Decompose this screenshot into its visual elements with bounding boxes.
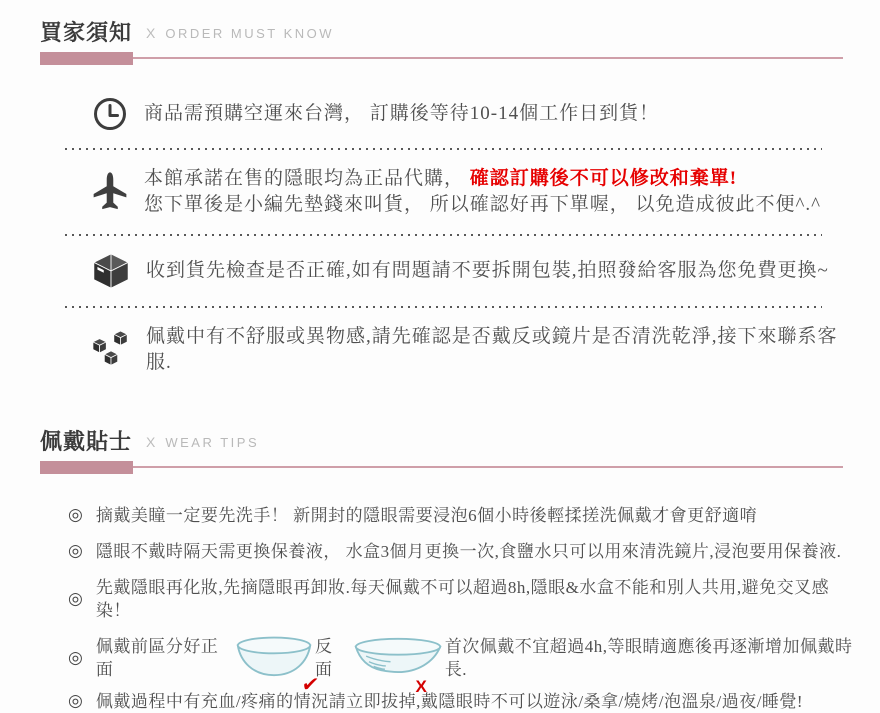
accent-bar-line: [133, 466, 843, 468]
cubes-icon: [92, 330, 130, 370]
buyer-notice-separator: X: [146, 25, 156, 41]
tip-text: 隱眼不戴時隔天需更換保養液， 水盒3個月更換一次,食鹽水只可以用來清洗鏡片,浸泡要用保養液.: [95, 542, 842, 561]
notice-line-1-warning: 確認訂購後不可以修改和棄單!: [469, 168, 738, 189]
buyer-notice-list: [0, 87, 880, 385]
wear-tips-title: 佩戴貼士: [40, 429, 133, 454]
wear-tips-header: [40, 429, 843, 474]
bullseye-bullet-icon: ◎: [68, 541, 83, 561]
lens-front-image: [235, 634, 321, 696]
notice-text: 商品需預購空運來台灣， 訂購後等待10-14個工作日到貨！: [144, 103, 660, 124]
buyer-notice-title-row: [40, 20, 843, 46]
tip-text: 佩戴過程中有充血/疼痛的情況請立即拔掉,戴隱眼時不可以遊泳/桑拿/燒烤/泡溫泉/過夜/睡覺!: [95, 692, 804, 711]
bullseye-bullet-icon: ◎: [68, 505, 83, 525]
tip-text: 先戴隱眼再化妝,先摘隱眼再卸妝.每天佩戴不可以超過8h,隱眼&水盒不能和別人共用,避免交叉感染！: [95, 578, 830, 620]
tip-row-orientation: [68, 635, 860, 696]
buyer-notice-title: 買家須知: [40, 20, 133, 45]
check-icon: ✔: [300, 672, 321, 696]
notice-line-1-normal: 本館承諾在售的隱眼均為正品代購，: [144, 168, 470, 189]
bullseye-bullet-icon: ◎: [68, 691, 83, 711]
buyer-notice-header: [40, 0, 843, 65]
notice-text: 收到貨先檢查是否正確,如有問題請不要拆開包裝,拍照發給客服為您免費更換~: [146, 260, 829, 281]
notice-item-discomfort: [0, 315, 880, 385]
tip-text-front-label: 佩戴前區分好正面: [95, 637, 219, 679]
wear-tips-section: [0, 429, 880, 713]
tip-row-solution: [68, 540, 860, 563]
accent-bar-line: [133, 57, 843, 59]
wear-tips-subtitle: WEAR TIPS: [165, 434, 260, 450]
wear-tips-separator: X: [146, 434, 156, 450]
dotted-divider: [65, 234, 822, 236]
dotted-divider: [65, 148, 822, 150]
notice-text-multiline: [144, 166, 821, 218]
accent-bar-thick: [40, 52, 133, 65]
bullseye-bullet-icon: ◎: [68, 647, 83, 668]
wear-tips-accent-bar: [40, 461, 843, 474]
dotted-divider: [65, 306, 822, 308]
notice-item-inspection: [0, 243, 880, 299]
cross-icon: X: [415, 676, 427, 696]
wear-tips-title-row: [40, 429, 843, 455]
clock-icon: [92, 96, 128, 132]
tip-text-rest: 首次佩戴不宜超過4h,等眼睛適應後再逐漸增加佩戴時長.: [444, 637, 853, 679]
wear-tips-list: [0, 504, 880, 713]
tip-text: 摘戴美瞳一定要先洗手！ 新開封的隱眼需要浸泡6個小時後輕揉搓洗佩戴才會更舒適唷: [95, 506, 758, 525]
notice-item-authenticity: [0, 157, 880, 227]
tip-text-back-label: 反面: [315, 637, 333, 679]
notice-line-2: 您下單後是小編先墊錢來叫貨， 所以確認好再下單喔， 以免造成彼此不便^.^: [144, 194, 822, 215]
tip-row-pain: [68, 690, 860, 713]
lens-back-image: [353, 636, 443, 696]
package-icon: [92, 252, 130, 290]
notice-text: 佩戴中有不舒服或異物感,請先確認是否戴反或鏡片是否清洗乾淨,接下來聯系客服.: [146, 326, 838, 373]
notice-line-1: [144, 166, 821, 192]
buyer-notice-accent-bar: [40, 52, 843, 65]
accent-bar-thick: [40, 461, 133, 474]
buyer-notice-subtitle: ORDER MUST KNOW: [165, 25, 335, 41]
airplane-icon: [92, 170, 128, 214]
tip-row-makeup: [68, 576, 860, 622]
notice-item-shipping: [0, 87, 880, 141]
tip-row-wash-hands: [68, 504, 860, 527]
bullseye-bullet-icon: ◎: [68, 588, 83, 609]
